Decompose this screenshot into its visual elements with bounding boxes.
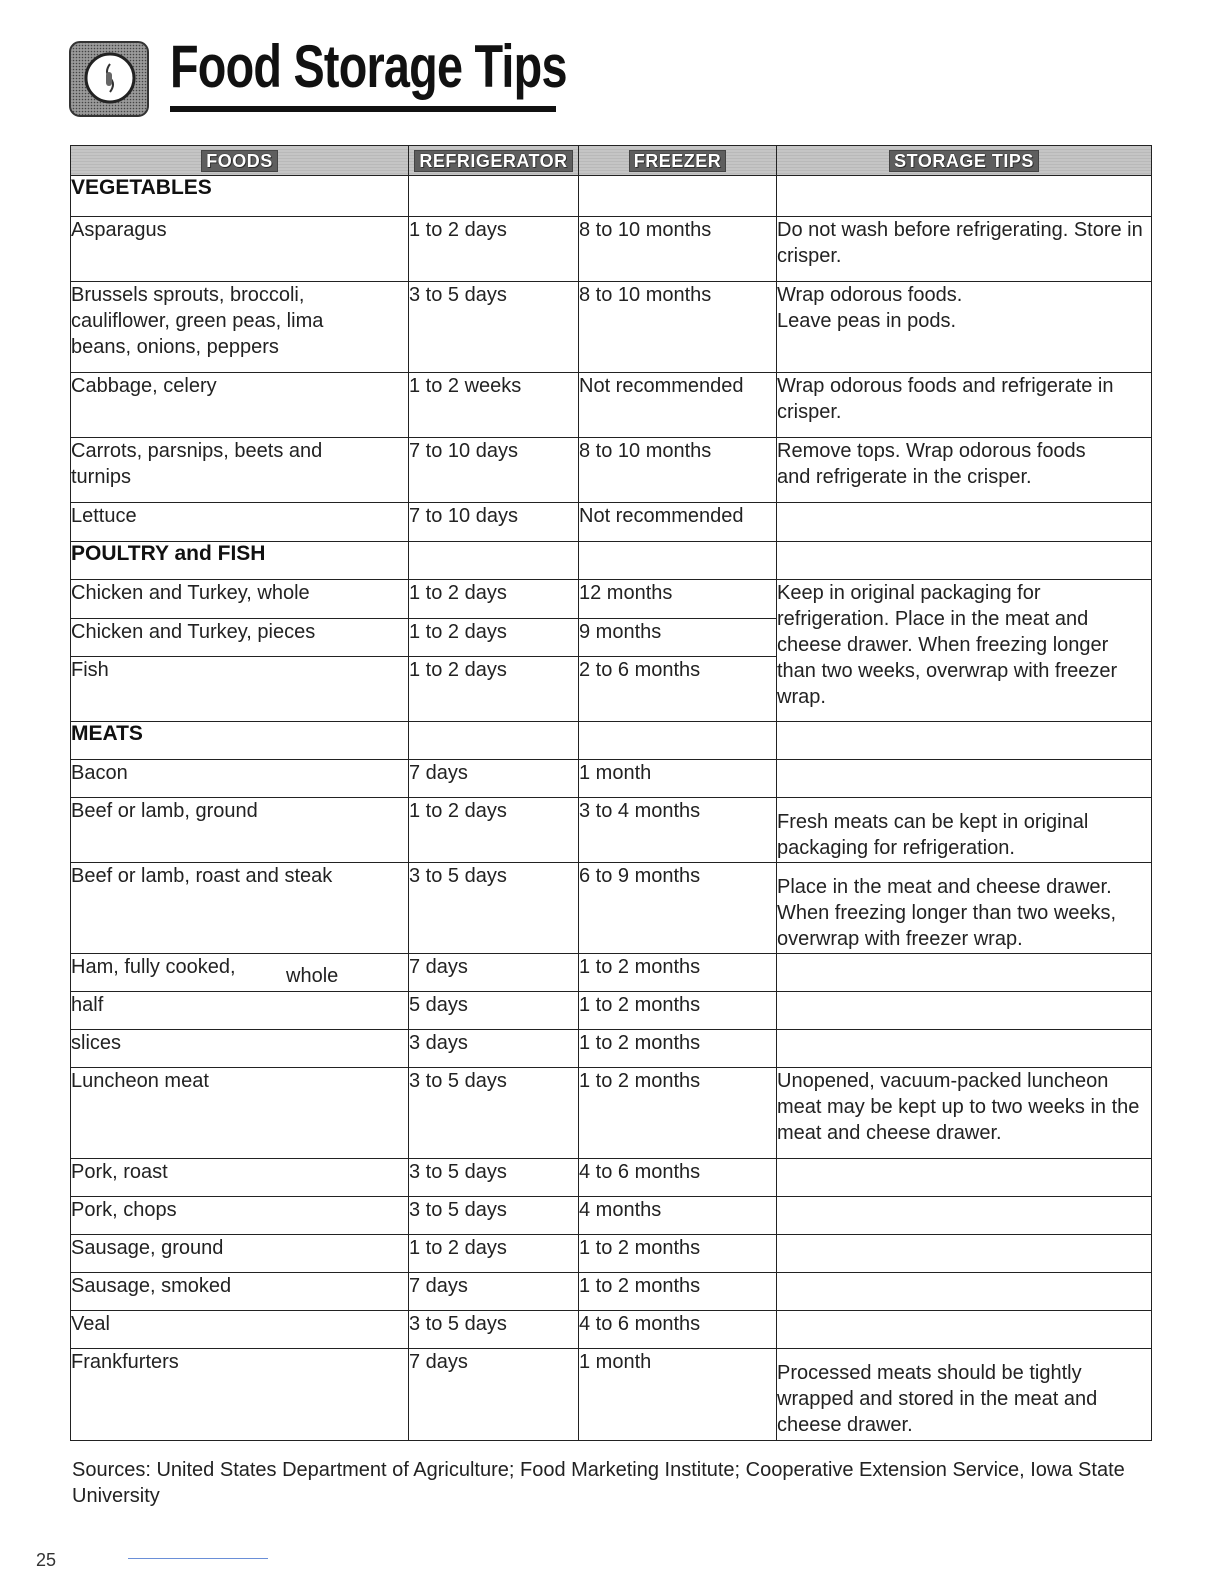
freezer-time: 1 to 2 months <box>579 992 777 1030</box>
refrigerator-time: 1 to 2 days <box>409 1235 579 1273</box>
storage-tip <box>777 760 1152 798</box>
table-row <box>71 1068 1152 1159</box>
category-label: VEGETABLES <box>71 176 409 217</box>
refrigerator-time: 1 to 2 days <box>409 657 579 722</box>
freezer-time: 1 month <box>579 760 777 798</box>
column-header-foods: FOODS <box>71 146 409 176</box>
refrigerator-time: 7 days <box>409 1273 579 1311</box>
freezer-time: Not recommended <box>579 503 777 542</box>
food-name: Brussels sprouts, broccoli, cauliflower, green peas, lima beans, onions, peppers <box>71 282 409 373</box>
food-name: Asparagus <box>71 217 409 282</box>
food-name: Beef or lamb, roast and steak <box>71 863 409 954</box>
table-row <box>71 282 1152 373</box>
page-title: Food Storage Tips <box>170 33 567 100</box>
refrigerator-time: 3 to 5 days <box>409 1311 579 1349</box>
refrigerator-time: 3 to 5 days <box>409 1159 579 1197</box>
category-row <box>71 722 1152 760</box>
refrigerator-time: 7 to 10 days <box>409 503 579 542</box>
freezer-time: 1 to 2 months <box>579 1068 777 1159</box>
storage-tip <box>777 1030 1152 1068</box>
refrigerator-time: 3 days <box>409 1030 579 1068</box>
food-storage-table <box>70 145 1152 1441</box>
storage-tip <box>777 954 1152 992</box>
freezer-time: 1 to 2 months <box>579 954 777 992</box>
food-name-text: Ham, fully cooked, <box>71 956 236 978</box>
freezer-time: 1 to 2 months <box>579 1273 777 1311</box>
refrigerator-time: 1 to 2 days <box>409 619 579 657</box>
food-name: Carrots, parsnips, beets and turnips <box>71 438 409 503</box>
table-row <box>71 373 1152 438</box>
table-row <box>71 760 1152 798</box>
refrigerator-time: 7 days <box>409 1349 579 1441</box>
food-variant: half <box>71 992 409 1030</box>
title-underline <box>170 106 556 112</box>
storage-tip <box>777 1235 1152 1273</box>
food-variant: whole <box>286 965 339 987</box>
refrigerator-time: 5 days <box>409 992 579 1030</box>
category-label: POULTRY and FISH <box>71 542 409 580</box>
table-row <box>71 798 1152 863</box>
storage-tip <box>777 503 1152 542</box>
column-header-freezer: FREEZER <box>579 146 777 176</box>
table-row <box>71 1349 1152 1441</box>
footer-divider <box>128 1558 268 1559</box>
refrigerator-time: 7 to 10 days <box>409 438 579 503</box>
freezer-time: Not recommended <box>579 373 777 438</box>
column-header-refrigerator: REFRIGERATOR <box>409 146 579 176</box>
freezer-time: 8 to 10 months <box>579 438 777 503</box>
refrigerator-time: 3 to 5 days <box>409 863 579 954</box>
food-name: Pork, chops <box>71 1197 409 1235</box>
refrigerator-time: 1 to 2 days <box>409 580 579 619</box>
storage-tip: Remove tops. Wrap odorous foods and refrigerate in the crisper. <box>777 438 1152 503</box>
freezer-time: 4 months <box>579 1197 777 1235</box>
storage-tip <box>777 1197 1152 1235</box>
table-row <box>71 438 1152 503</box>
page-header <box>66 28 566 118</box>
refrigerator-time: 1 to 2 weeks <box>409 373 579 438</box>
storage-tip <box>777 992 1152 1030</box>
category-row <box>71 542 1152 580</box>
refrigerator-time: 7 days <box>409 954 579 992</box>
freezer-time: 9 months <box>579 619 777 657</box>
freezer-time: 1 to 2 months <box>579 1030 777 1068</box>
table-header-row <box>71 146 1152 176</box>
food-name: Luncheon meat <box>71 1068 409 1159</box>
refrigerator-time: 7 days <box>409 760 579 798</box>
freezer-time: 6 to 9 months <box>579 863 777 954</box>
storage-tip <box>777 1311 1152 1349</box>
table-row <box>71 1311 1152 1349</box>
freezer-time: 8 to 10 months <box>579 282 777 373</box>
food-variant: slices <box>71 1030 409 1068</box>
food-name: Chicken and Turkey, whole <box>71 580 409 619</box>
food-name: Chicken and Turkey, pieces <box>71 619 409 657</box>
category-row <box>71 176 1152 217</box>
refrigerator-time: 1 to 2 days <box>409 798 579 863</box>
storage-tip: Wrap odorous foods. Leave peas in pods. <box>777 282 1152 373</box>
storage-tip <box>777 1273 1152 1311</box>
refrigerator-time: 3 to 5 days <box>409 282 579 373</box>
thermometer-magnifier-icon <box>66 38 152 120</box>
table-row <box>71 1197 1152 1235</box>
food-name: Pork, roast <box>71 1159 409 1197</box>
refrigerator-time: 3 to 5 days <box>409 1197 579 1235</box>
column-header-storage-tips: STORAGE TIPS <box>777 146 1152 176</box>
food-name: Sausage, smoked <box>71 1273 409 1311</box>
storage-tip: Unopened, vacuum-packed luncheon meat may be kept up to two weeks in the meat and cheese drawer. <box>777 1068 1152 1159</box>
food-name: Beef or lamb, ground <box>71 798 409 863</box>
food-name <box>71 954 409 992</box>
food-name: Frankfurters <box>71 1349 409 1441</box>
refrigerator-time: 3 to 5 days <box>409 1068 579 1159</box>
table-row <box>71 503 1152 542</box>
category-label: MEATS <box>71 722 409 760</box>
food-name: Veal <box>71 1311 409 1349</box>
table-row <box>71 992 1152 1030</box>
table-row <box>71 1235 1152 1273</box>
table-row <box>71 863 1152 954</box>
sources-note: Sources: United States Department of Agriculture; Food Marketing Institute; Cooperative Extension Service, Iowa State University <box>72 1459 1125 1507</box>
page-number: 25 <box>36 1550 57 1570</box>
food-name: Sausage, ground <box>71 1235 409 1273</box>
food-name: Bacon <box>71 760 409 798</box>
freezer-time: 1 month <box>579 1349 777 1441</box>
food-name: Lettuce <box>71 503 409 542</box>
storage-tip: Keep in original packaging for refrigeration. Place in the meat and cheese drawer. When freezing longer than two weeks, overwrap with freezer wrap. <box>777 580 1152 722</box>
storage-tip <box>777 1159 1152 1197</box>
table-row <box>71 1273 1152 1311</box>
table-row <box>71 580 1152 619</box>
freezer-time: 12 months <box>579 580 777 619</box>
freezer-time: 1 to 2 months <box>579 1235 777 1273</box>
refrigerator-time: 1 to 2 days <box>409 217 579 282</box>
freezer-time: 3 to 4 months <box>579 798 777 863</box>
storage-tip: Processed meats should be tightly wrapped and stored in the meat and cheese drawer. <box>777 1349 1152 1441</box>
storage-tip: Fresh meats can be kept in original packaging for refrigeration. <box>777 798 1152 863</box>
food-name: Fish <box>71 657 409 722</box>
table-row <box>71 954 1152 992</box>
storage-tip: Place in the meat and cheese drawer. When freezing longer than two weeks, overwrap with freezer wrap. <box>777 863 1152 954</box>
storage-tip: Wrap odorous foods and refrigerate in crisper. <box>777 373 1152 438</box>
table-row <box>71 1030 1152 1068</box>
freezer-time: 4 to 6 months <box>579 1311 777 1349</box>
table-row <box>71 217 1152 282</box>
freezer-time: 8 to 10 months <box>579 217 777 282</box>
table-row <box>71 1159 1152 1197</box>
freezer-time: 4 to 6 months <box>579 1159 777 1197</box>
food-name: Cabbage, celery <box>71 373 409 438</box>
freezer-time: 2 to 6 months <box>579 657 777 722</box>
storage-tip: Do not wash before refrigerating. Store in crisper. <box>777 217 1152 282</box>
